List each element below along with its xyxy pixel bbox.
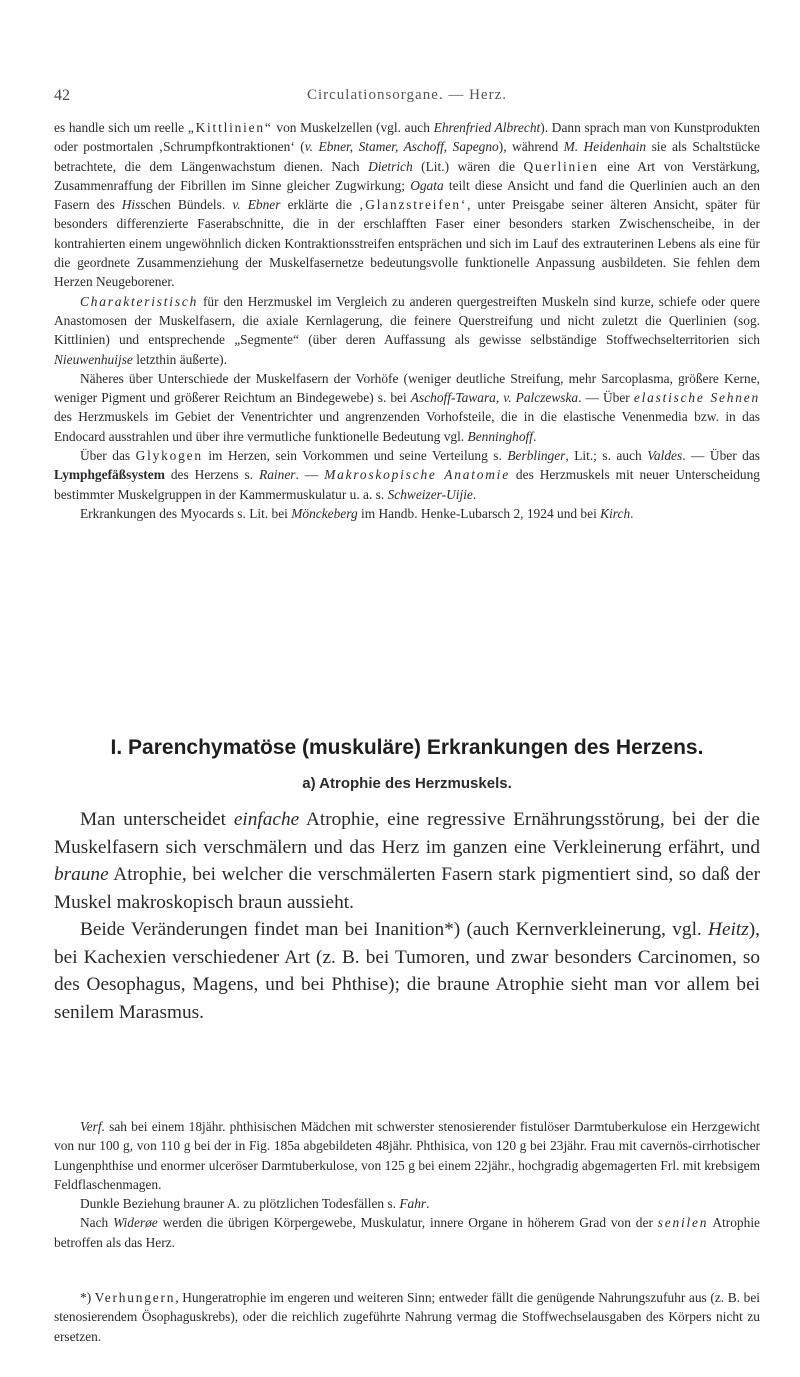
text-run: es handle sich um reelle (54, 120, 188, 135)
term-verhungern: Verhungern (94, 1290, 176, 1305)
text-run: ), während (498, 139, 564, 155)
author-ogata: Ogata (410, 177, 444, 193)
section-title: I. Parenchymatöse (muskuläre) Erkrankungen des Herzens. (110, 736, 704, 759)
paragraph-glykogen (54, 446, 760, 504)
text-run: werden die übrigen Körpergewebe, Muskulatur, innere Organe in höherem Grad von der (157, 1215, 658, 1231)
text-run: . — (295, 467, 325, 483)
author-ebner: v. Ebner (232, 197, 281, 213)
term-charakteristisch: Charakteristisch (80, 293, 199, 309)
author-heidenhain: M. Heidenhain (563, 139, 647, 155)
author-ebner-stamer-aschoff-sapegno: v. Ebner, Stamer, Aschoff, Sapegno (304, 139, 499, 155)
author-aschoff-tawara-palczewska: Aschoff-Tawara, v. Palczewska (410, 390, 579, 406)
text-run: schen Bündels. (140, 197, 233, 213)
term-braune: braune (54, 864, 109, 885)
text-run: Atrophie betroffen als das Herz. (54, 1215, 760, 1250)
footnote-text (54, 1288, 760, 1346)
text-run: Näheres über Unterschiede der Muskelfasern der Vorhöfe (weniger deutliche Streifung, mehr Sarcoplasma, größere Kerne, weniger Pigment und größerer Reichtum an Bindegewebe) s. bei (54, 370, 760, 406)
paragraph-charakteristisch (54, 292, 760, 369)
footnote-marker: *) (80, 1290, 95, 1305)
text-run: ), bei Kachexien verschiedener Art (z. B. bei Tumoren, und zwar besonders Carcinomen, so des Oesophagus, Magens, und bei Phthise); die braune Atrophie sieht man vor allem bei senilem Marasmus. (54, 919, 760, 1023)
text-run: Dunkle Beziehung brauner A. zu plötzlichen Todesfällen s. (80, 1196, 400, 1212)
page-header (54, 0, 760, 104)
author-valdes: Valdes (647, 448, 683, 464)
paragraph-atrophie-definition (54, 806, 760, 916)
author-rainer: Rainer (259, 467, 296, 483)
author-his: His (121, 197, 141, 213)
text-run: , Lit.; s. auch (565, 448, 648, 464)
term-makroskopische-anatomie: Makroskopische Anatomie (324, 467, 510, 483)
text-run: sah bei einem 18jähr. phthisischen Mädchen mit schwerster stenosierender fistulöser Darmtuberkulose ein Herzgewicht von nur 100 g, von 110 g bei der in Fig. 185a abgebildeten 48jähr. Phthisica, von 120 g bei 23jähr. Frau mit cavernös-cirrhotischer Lungenphthise und enormer ulceröser Darmtuberkulose, von 125 g bei einem 22jähr., hochgradig abgemagerten Frl. mit krebsigem Feldflaschenmagen. (54, 1119, 760, 1192)
paragraph-verf-cases (54, 1117, 760, 1194)
text-run: ). Dann sprach man von Kunstprodukten oder postmortalen ‚Schrumpfkontraktionen‘ ( (54, 120, 760, 155)
author-benninghoff: Benninghoff (467, 428, 533, 444)
text-run: für den Herzmuskel im Vergleich zu anderen quergestreiften Muskeln sind kurze, schiefe oder quere Anastomosen der Muskelfasern, die axiale Kernlagerung, die feinere Querstreifung und nicht zuletzt die Querlinien (sog. Kittlinien) und entsprechende „Segmente“ (über deren Auffassung als gewisse selbständige Stoffwechselterritorien sich (54, 293, 760, 348)
paragraph-vorhoefe (54, 369, 760, 446)
term-querlinien: Querlinien (523, 158, 599, 174)
author-fahr: Fahr (399, 1196, 427, 1212)
text-run: Atrophie, eine regressive Ernährungsstörung, bei der die Muskelfasern sich verschmälern und das Herz im ganzen eine Verkleinerung erfährt, und (54, 809, 760, 858)
term-glykogen: Glykogen (135, 448, 203, 464)
term-elastische-sehnen: elastische Sehnen (633, 390, 760, 406)
text-run: . — Über (578, 390, 634, 406)
text-run: im Herzen, sein Vorkommen und seine Verteilung s. (202, 448, 508, 464)
intro-section (54, 118, 760, 523)
text-run: Atrophie, bei welcher die verschmälerten Fasern stark pigmentiert sind, so daß der Muskel makroskopisch braun aussieht. (54, 864, 760, 913)
paragraph-fahr (54, 1194, 760, 1213)
paragraph-erkrankungen (54, 504, 760, 523)
author-ehrenfried-albrecht: Ehrenfried Albrecht (433, 120, 541, 135)
text-run: erklärte die (280, 197, 360, 213)
text-run: des Herzmuskels mit neuer Unterscheidung bestimmter Muskelgruppen in der Kammermuskulatur u. a. s. (54, 467, 760, 502)
subsection-title: a) Atrophie des Herzmuskels. (302, 775, 512, 792)
text-run: . — Über das (682, 448, 761, 464)
text-run: . (630, 505, 634, 521)
text-run: Nach (80, 1215, 114, 1231)
footnote (54, 1288, 760, 1346)
text-run: im Handb. Henke-Lubarsch 2, 1924 und bei (357, 505, 601, 521)
main-text (54, 806, 760, 1026)
text-run: sie als Schaltstücke betrachtete, die dem Längenwachstum dienen. Nach (54, 139, 760, 174)
text-run: , unter Preisgabe seiner älteren Ansicht, später für besonders differenzierte Faserabschnitte, die in der erschlafften Faser einer besonders starken Zwischenscheibe, in der kontrahierten einem ungewöhnlich dicken Kontraktionsstreifen entsprächen und sich im Lauf des extrauterinen Lebens als eine für die geordnete Zusammenziehung der Muskelfasernetze bedeutungsvolle funktionelle Anpassung ausbildeten. Sie fehlen dem Herzen Neugeborener. (54, 197, 760, 290)
term-lymphgefaesssystem: Lymphgefäßsystem (54, 467, 165, 483)
author-nieuwenhuijse: Nieuwenhuijse (54, 351, 133, 367)
book-page (54, 0, 761, 1344)
case-notes (54, 1117, 760, 1252)
text-run: von Muskelzellen (vgl. auch (272, 120, 434, 135)
paragraph-atrophie-vorkommen (54, 916, 760, 1026)
text-run: teilt diese Ansicht und fand die Querlinien auch an den Fasern des (54, 177, 760, 213)
text-run: . (426, 1196, 430, 1212)
author-moenckeberg: Mönckeberg (291, 505, 358, 521)
author-schweizer-uijie: Schweizer-Uijie (387, 486, 473, 502)
term-glanzstreifen: ‚Glanzstreifen‘ (359, 197, 468, 213)
text-run: , Hungeratrophie im engeren und weiteren Sinn; entweder fällt die genügende Nahrungszufuhr aus (z. B. bei stenosierendem Ösophaguskrebs), oder die reichlich zugeführte Nahrung vermag die Stoffwechselausgaben des Körpers nicht zu ersetzen. (54, 1290, 760, 1344)
text-run: letzthin äußerte). (132, 351, 227, 367)
text-run: (Lit.) wären die (412, 158, 524, 174)
term-kittlinien: „Kittlinien“ (187, 120, 273, 135)
running-title: Circulationsorgane. — Herz. (306, 87, 507, 103)
text-run: . (472, 486, 477, 502)
text-run: . (532, 428, 537, 444)
text-run: Man unterscheidet (80, 809, 234, 830)
term-senilen: senilen (657, 1215, 709, 1231)
author-kirch: Kirch (600, 505, 631, 521)
term-einfache: einfache (233, 809, 300, 830)
text-run: Erkrankungen des Myocards s. Lit. bei (80, 505, 292, 521)
author-verf: Verf. (80, 1119, 105, 1134)
text-run: Über das (80, 448, 136, 464)
author-dietrich: Dietrich (368, 158, 413, 174)
text-run: Beide Veränderungen findet man bei Inanition*) (auch Kernverkleinerung, vgl. (80, 919, 709, 940)
paragraph-wideroe (54, 1213, 760, 1252)
author-berblinger: Berblinger (507, 448, 566, 464)
page-number: 42 (54, 87, 70, 104)
author-heitz: Heitz (708, 919, 749, 940)
author-wideroe: Widerøe (113, 1215, 158, 1231)
text-run: des Herzmuskels im Gebiet der Venentrichter und angrenzenden Vorhofsteile, die in die elastische Venenmedia bzw. in das Endocard ausstrahlen und über ihre vermutliche funktionelle Bedeutung vgl. (54, 409, 760, 444)
text-run: eine Art von Verstärkung, Zusammenraffung der Fibrillen im Sinne gleicher Zugwirkung; (54, 158, 760, 193)
paragraph-kittlinien (54, 118, 760, 292)
text-run: des Herzens s. (164, 467, 260, 483)
